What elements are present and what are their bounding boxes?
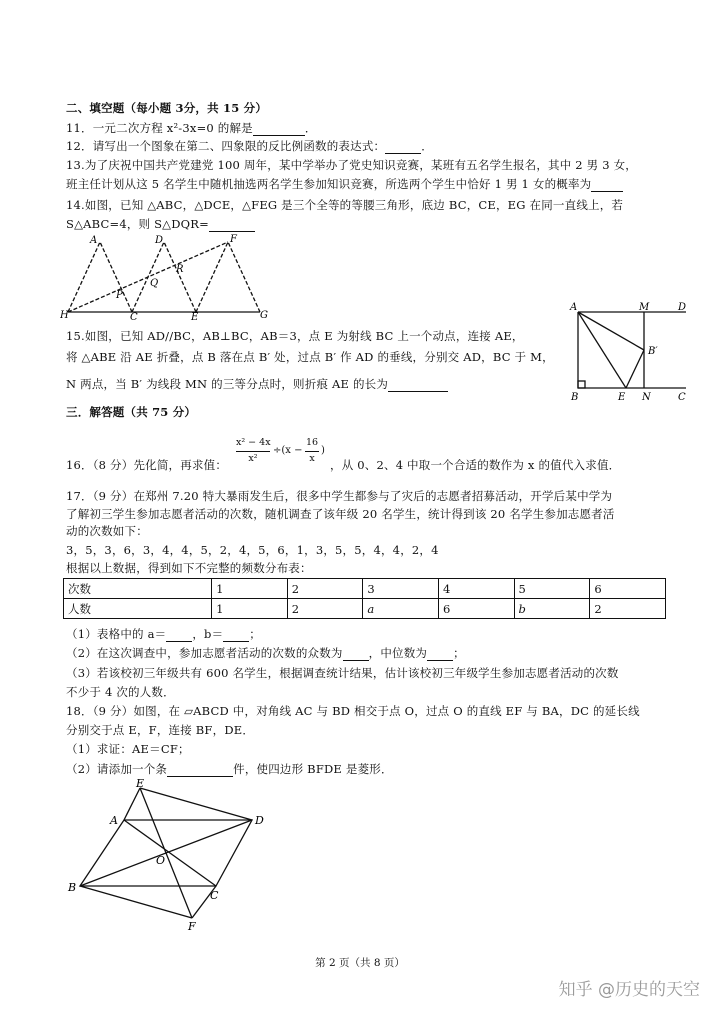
fraction-1-denominator: x² bbox=[248, 453, 258, 464]
label-B-prime: B′ bbox=[648, 346, 658, 357]
question-11-end: ． bbox=[304, 121, 317, 135]
question-17-data: 3，5，3，6，3，4，4，5，2，4，5，6，1，3，5，5，4，4，2，4 bbox=[66, 543, 439, 557]
answer-blank bbox=[343, 648, 369, 661]
label-D: D bbox=[678, 302, 687, 313]
label-D: D bbox=[155, 235, 164, 246]
question-16-lead: 16．（8 分）先化简，再求值： bbox=[66, 458, 228, 472]
label-E: E bbox=[136, 777, 145, 790]
label-O: O bbox=[156, 854, 166, 867]
question-13-line-1: 13.为了庆祝中国共产党建党 100 周年，某中学举办了党史知识竞赛，某班有五名学生报名，其中 2 男 3 女， bbox=[66, 158, 637, 172]
fraction-2-numerator: 16 bbox=[305, 437, 319, 448]
label-R: R bbox=[176, 264, 184, 275]
frequency-table bbox=[63, 578, 666, 619]
table-cell: 4 bbox=[438, 579, 514, 599]
label-P: P bbox=[116, 290, 123, 301]
table-cell: 3 bbox=[363, 579, 439, 599]
question-11-text: 11．一元二次方程 x²-3x=0 的解是 bbox=[66, 121, 253, 135]
section-2-title: 二、填空题（每小题 3分，共 15 分） bbox=[66, 101, 268, 115]
label-H: H bbox=[60, 310, 69, 320]
sub-2-end: ； bbox=[453, 646, 465, 660]
question-17-sub-3-line-1: （3）若该校初三年级共有 600 名学生，根据调查统计结果，估计该校初三年级学生参加志愿者活动的次数 bbox=[66, 666, 619, 680]
question-14-line-1: 14.如图，已知 △ABC，△DCE，△FEG 是三个全等的等腰三角形，底边 BC，CE，EG 在同一直线上，若 bbox=[66, 198, 624, 212]
question-17-line-2: 了解初三学生参加志愿者活动的次数，随机调查了该年级 20 名学生，统计得到该 20 名学生参加志愿者活 bbox=[66, 507, 615, 521]
table-cell: b bbox=[514, 599, 590, 619]
answer-blank bbox=[253, 123, 305, 136]
table-row bbox=[64, 599, 666, 619]
label-C: C bbox=[210, 889, 219, 902]
sub-2-end: 件，使四边形 BFDE 是菱形． bbox=[233, 762, 393, 776]
question-13-text: 班主任计划从这 5 名学生中随机抽选两名学生参加知识竞赛，所选两个学生中恰好 1 男 1 女的概率为 bbox=[66, 177, 592, 191]
question-14-line-2 bbox=[66, 217, 255, 232]
question-15-line-1: 15.如图，已知 AD//BC，AB⊥BC，AB＝3，点 E 为射线 BC 上一个动点，连接 AE， bbox=[66, 329, 524, 343]
label-D: D bbox=[255, 814, 264, 827]
table-cell: 次数 bbox=[64, 579, 212, 599]
watermark: 知乎 @历史的天空 bbox=[558, 980, 700, 1000]
figure-18-parallelogram bbox=[64, 776, 274, 932]
answer-blank bbox=[223, 629, 249, 642]
table-cell: 2 bbox=[287, 579, 363, 599]
question-17-sub-1 bbox=[66, 627, 261, 642]
question-12-end: ． bbox=[421, 139, 433, 153]
question-15-text: N 两点，当 B′ 为线段 MN 的三等分点时，则折痕 AE 的长为 bbox=[66, 377, 389, 391]
sub-2-text: （2）在这次调查中，参加志愿者活动的次数的众数为 bbox=[66, 646, 343, 660]
question-18-sub-1: （1）求证：AE＝CF； bbox=[66, 742, 190, 756]
question-17-line-4: 根据以上数据，得到如下不完整的频数分布表： bbox=[66, 561, 312, 575]
answer-blank bbox=[591, 179, 623, 192]
question-17-line-1: 17．（9 分）在郑州 7.20 特大暴雨发生后，很多中学生都参与了灾后的志愿者招募活动，开学后某中学为 bbox=[66, 489, 613, 503]
answer-blank bbox=[209, 219, 255, 232]
fraction-2-denominator: x bbox=[309, 453, 315, 464]
fraction-2-bar bbox=[305, 451, 319, 452]
label-A: A bbox=[90, 235, 98, 246]
answer-blank bbox=[385, 141, 421, 154]
question-17-sub-3-line-2: 不少于 4 次的人数． bbox=[66, 685, 175, 699]
question-15-line-3 bbox=[66, 377, 448, 392]
table-cell: 5 bbox=[514, 579, 590, 599]
label-C: C bbox=[130, 312, 138, 320]
answer-blank bbox=[388, 379, 448, 392]
table-cell: 2 bbox=[287, 599, 363, 619]
table-cell: a bbox=[363, 599, 439, 619]
question-16-rest: ，从 0、2、4 中取一个合适的数作为 x 的值代入求值． bbox=[330, 458, 621, 472]
label-F: F bbox=[188, 920, 196, 932]
table-cell: 6 bbox=[590, 579, 666, 599]
answer-blank bbox=[427, 648, 453, 661]
question-14-text: S△ABC=4，则 S△DQR= bbox=[66, 217, 209, 231]
section-3-title: 三．解答题（共 75 分） bbox=[66, 405, 197, 419]
fraction-middle: ÷(x − bbox=[273, 445, 303, 456]
sub-1-text: （1）表格中的 a＝ bbox=[66, 627, 167, 641]
table-row bbox=[64, 579, 666, 599]
label-G: G bbox=[260, 310, 268, 320]
question-12 bbox=[66, 139, 433, 154]
label-B: B bbox=[571, 392, 579, 403]
label-B: B bbox=[68, 881, 77, 894]
question-17-sub-2 bbox=[66, 646, 465, 661]
label-N: N bbox=[642, 392, 651, 403]
figure-15-fold bbox=[566, 300, 696, 404]
page-footer: 第 2 页（共 8 页） bbox=[315, 957, 405, 969]
label-Q: Q bbox=[150, 278, 159, 289]
question-18-line-2: 分别交于点 E，F，连接 BF，DE． bbox=[66, 723, 255, 737]
question-17-line-3: 动的次数如下： bbox=[66, 524, 148, 538]
label-E: E bbox=[191, 312, 199, 320]
question-12-text: 12．请写出一个图象在第二、四象限的反比例函数的表达式： bbox=[66, 139, 386, 153]
table-cell: 6 bbox=[438, 599, 514, 619]
table-cell: 1 bbox=[212, 599, 288, 619]
question-11 bbox=[66, 121, 317, 136]
question-15-line-2: 将 △ABE 沿 AE 折叠，点 B 落在点 B′ 处，过点 B′ 作 AD 的垂线，分别交 AD，BC 于 M， bbox=[66, 350, 554, 364]
question-18-sub-2 bbox=[66, 762, 393, 777]
label-E: E bbox=[618, 392, 626, 403]
question-13-line-2 bbox=[66, 177, 623, 192]
sub-2-text: （2）请添加一个条 bbox=[66, 762, 168, 776]
table-cell: 2 bbox=[590, 599, 666, 619]
label-C: C bbox=[678, 392, 686, 403]
label-A: A bbox=[570, 302, 578, 313]
figure-14-triangles bbox=[60, 234, 270, 320]
question-18-line-1: 18．（9 分）如图，在 ▱ABCD 中，对角线 AC 与 BD 相交于点 O，过点 O 的直线 EF 与 BA，DC 的延长线 bbox=[66, 704, 640, 718]
sub-1-mid: ，b＝ bbox=[192, 627, 224, 641]
fraction-1-numerator: x² − 4x bbox=[236, 437, 271, 448]
fraction-close-paren: ) bbox=[321, 445, 325, 456]
label-M: M bbox=[639, 302, 650, 313]
table-cell: 1 bbox=[212, 579, 288, 599]
fraction-1-bar bbox=[236, 451, 270, 452]
answer-blank bbox=[166, 629, 192, 642]
label-A: A bbox=[110, 814, 118, 827]
sub-1-end: ； bbox=[249, 627, 261, 641]
label-F: F bbox=[230, 234, 237, 245]
sub-2-mid: ，中位数为 bbox=[368, 646, 428, 660]
table-cell: 人数 bbox=[64, 599, 212, 619]
